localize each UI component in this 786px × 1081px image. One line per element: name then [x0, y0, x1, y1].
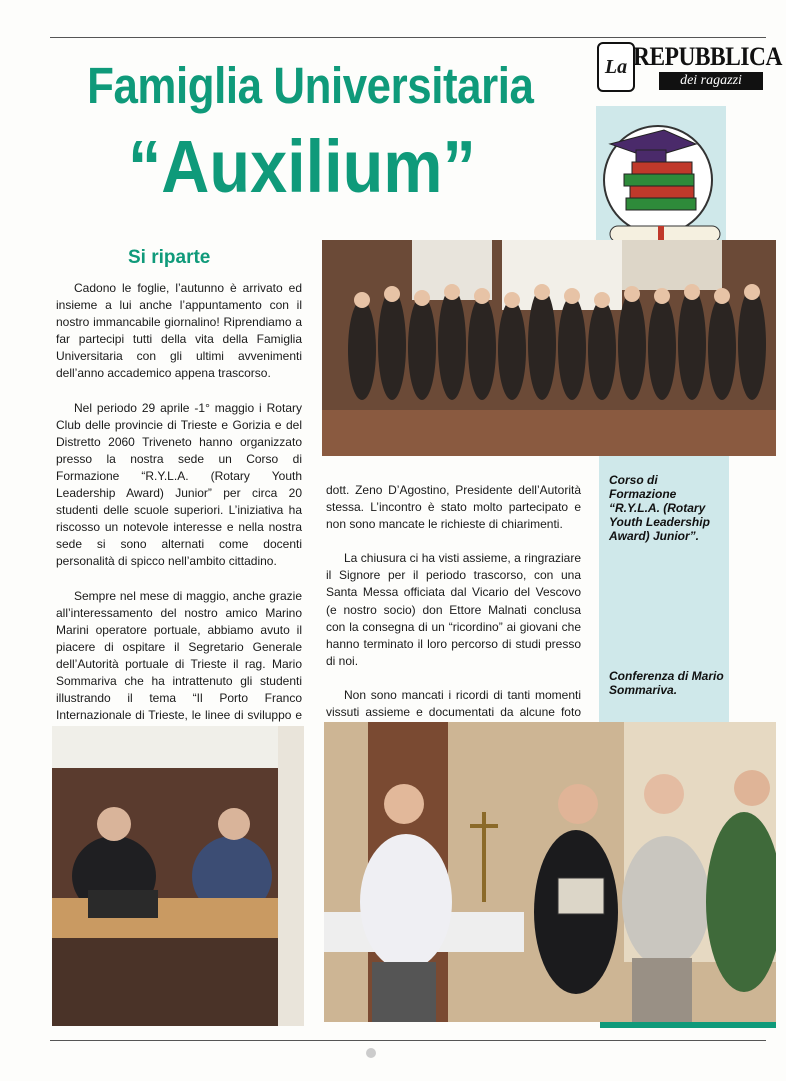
paragraph: Nel periodo 29 aprile -1° maggio i Rotary Club delle provincie di Trieste e Gorizia e del Distretto 2060 Triveneto hanno organizzato presso la nostra sede un Corso di Formazione “R.Y.L.A. (Rotary Youth Leadership Award) Junior” per circa 20 studenti delle scuole superiori. L’iniziativa ha riscosso un notevole interesse e nella nostra sede si sono alternati come docenti personalità di spicco nell’ambito cittadino. — [56, 400, 302, 569]
article-column-2 — [326, 482, 581, 755]
caption-conferenza: Conferenza di Mario Sommariva. — [609, 669, 724, 697]
top-rule — [50, 37, 766, 38]
article-column-1 — [56, 280, 302, 775]
section-heading: Si riparte — [128, 247, 211, 268]
paragraph: Non sono mancati i ricordi di tanti momenti vissuti assieme e documentati da alcune foto — [326, 687, 581, 720]
books-graduation-illustration — [596, 106, 726, 252]
green-accent-strip — [600, 1022, 776, 1028]
paragraph: Sempre nel mese di maggio, anche grazie all’interessamento del nostro amico Marino Marini operatore portuale, abbiamo avuto il piacere di ospitare il Segretario Generale dell’Autorità portuale di Trieste il rag. Mario Sommariva che ha intrattenuto gli studenti illustrando il tema “Il Porto Franco Internazionale di Trieste, le linee di sviluppo e — [56, 588, 302, 723]
title-line-2: “Auxilium” — [128, 125, 476, 208]
mass-ceremony-photo — [324, 722, 776, 1022]
caption-ryla: Corso di Formazione “R.Y.L.A. (Rotary Youth Leadership Award) Junior”. — [609, 473, 710, 543]
title-line-1: Famiglia Universitaria — [87, 57, 534, 114]
logo-badge: La — [597, 42, 635, 92]
repubblica-logo — [597, 42, 782, 92]
page-mark — [366, 1048, 376, 1058]
paragraph: La chiusura ci ha visti assieme, a ringraziare il Signore per il periodo trascorso, con una Santa Messa officiata dal Vicario del Vescovo (e nostro socio) don Ettore Malnati conclusa con la consegna di un “ricordino” ai giovani che hanno terminato il loro percorso di studi presso di noi. — [326, 551, 581, 668]
conference-photo — [52, 726, 304, 1026]
logo-main-text: REPUBBLICA — [633, 42, 782, 71]
bottom-rule — [50, 1040, 766, 1041]
paragraph: Cadono le foglie, l’autunno è arrivato ed insieme a lui anche l’appuntamento con il nostro immancabile giornalino! Riprendiamo a far partecipi tutti della vita della Famiglia Universitaria con gli ultimi avvenimenti dell’anno accademico appena trascorso. — [56, 281, 302, 381]
logo-sub-text: dei ragazzi — [659, 72, 763, 90]
paragraph: dott. Zeno D’Agostino, Presidente dell’Autorità stessa. L’incontro è stato molto partecipato e non sono mancate le richieste di chiarimenti. — [326, 483, 581, 532]
group-photo — [322, 240, 776, 456]
